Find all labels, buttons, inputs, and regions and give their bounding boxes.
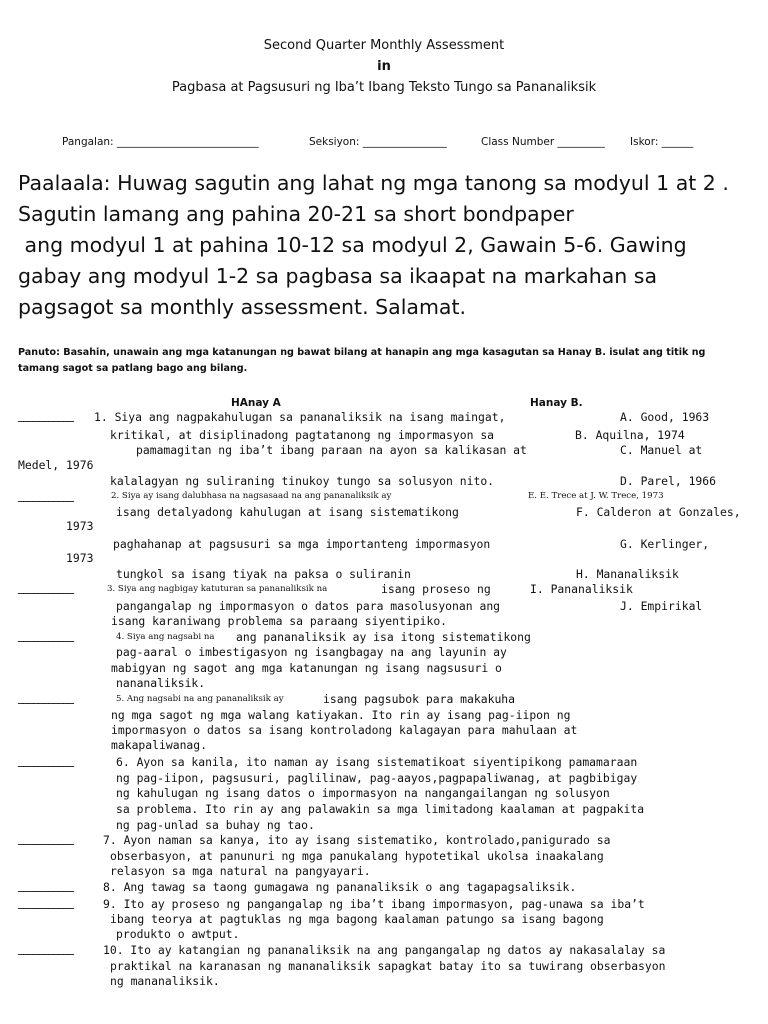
item-1-text: kalalagyan ng suliraning tinukoy tungo sa solusyon nito. (110, 474, 495, 488)
item-10-text: 10. Ito ay katangian ng pananaliksik na ang pangangalap ng datos ay nakasalalay sa (103, 943, 666, 957)
choice-f: F. Calderon at Gonzales, (576, 505, 741, 519)
item-3-text: 3. Siya ang nagbigay katuturan sa pananaliksik na (107, 584, 328, 594)
section-field: Seksiyon: ________________ (309, 136, 447, 148)
choice-g: G. Kerlinger, (620, 537, 710, 551)
item-9-text: 9. Ito ay proseso ng pangangalap ng iba’t ibang impormasyon, pag-unawa sa iba’t (103, 897, 645, 911)
answer-blank: ___________ (18, 408, 73, 422)
answer-blank: ___________ (18, 831, 73, 845)
answer-blank: ___________ (18, 878, 73, 892)
item-1-text: 1. Siya ang nagpakahulugan sa pananaliksik na isang maingat, (94, 410, 506, 424)
item-6-text: 6. Ayon sa kanila, ito naman ay isang sistematikoat siyentipikong pamamaraan (116, 755, 638, 769)
notice-line: Paalaala: Huwag sagutin ang lahat ng mga tanong sa modyul 1 at 2 . (18, 171, 729, 195)
choice-c: C. Manuel at (620, 443, 703, 457)
choice-f-cont: 1973 (66, 519, 94, 533)
notice-line: ang modyul 1 at pahina 10-12 sa modyul 2, Gawain 5-6. Gawing (18, 233, 687, 257)
choice-h: H. Mananaliksik (576, 567, 679, 581)
item-2-text: tungkol sa isang tiyak na paksa o suliranin (116, 567, 411, 581)
item-8-text: 8. Ang tawag sa taong gumagawa ng pananaliksik o ang tagapagsaliksik. (103, 880, 577, 894)
item-4-text: 4. Siya ang nagsabi na (116, 632, 215, 642)
document-in: in (377, 59, 391, 74)
choice-c-cont: Medel, 1976 (18, 458, 94, 472)
item-5-text: isang pagsubok para makakuha (323, 692, 516, 706)
answer-blank: ___________ (18, 488, 73, 502)
item-5-text: makapaliwanag. (111, 738, 208, 752)
answer-blank: ___________ (18, 628, 73, 642)
document-title: Second Quarter Monthly Assessment (263, 38, 505, 53)
item-9-text: produkto o awtput. (116, 927, 240, 941)
item-10-text: ng mananaliksik. (110, 974, 220, 988)
item-2-text: paghahanap at pagsusuri sa mga importanteng impormasyon (113, 537, 491, 551)
notice-line: pagsagot sa monthly assessment. Salamat. (18, 295, 467, 319)
instructions-line: Panuto: Basahin, unawain ang mga katanungan ng bawat bilang at hanapin ang mga kasagutan sa Hanay B. isulat ang titik ng (18, 347, 706, 358)
score-field: Iskor: ______ (630, 136, 694, 148)
choice-a: A. Good, 1963 (620, 410, 710, 424)
answer-blank: ___________ (18, 690, 73, 704)
answer-blank: ___________ (18, 895, 73, 909)
item-10-text: praktikal na karanasan ng mananaliksik sapagkat batay ito sa tuwirang obserbasyon (110, 959, 666, 973)
answer-blank: ___________ (18, 941, 73, 955)
choice-j: J. Empirikal (620, 599, 703, 613)
item-7-text: 7. Ayon naman sa kanya, ito ay isang sistematiko, kontrolado,panigurado sa (103, 833, 611, 847)
column-b-heading: Hanay B. (530, 397, 583, 409)
answer-blank: ___________ (18, 753, 73, 767)
choice-d: D. Parel, 1966 (620, 474, 717, 488)
name-field: Pangalan: ___________________________ (62, 136, 259, 148)
item-4-text: ang pananaliksik ay isa itong sistematikong (236, 630, 531, 644)
item-6-text: ng pag-unlad sa buhay ng tao. (116, 818, 315, 832)
item-4-text: nananaliksik. (116, 676, 206, 690)
item-3-text: isang proseso ng (381, 582, 491, 596)
item-5-text: impormasyon o datos sa isang kontroladong kalagayan para mahulaan at (111, 723, 578, 737)
item-6-text: ng pag-iipon, pagsusuri, paglilinaw, pag-aayos,pagpapaliwanag, at pagbibigay (116, 771, 638, 785)
item-9-text: ibang teorya at pagtuklas ng mga bagong kaalaman patungo sa isang bagong (110, 912, 604, 926)
class-number-field: Class Number _________ (481, 136, 605, 148)
item-5-text: ng mga sagot ng mga walang katiyakan. Ito rin ay isang pag-iipon ng (111, 708, 571, 722)
choice-e: E. E. Trece at J. W. Trece, 1973 (528, 491, 664, 501)
item-3-text: pangangalap ng impormasyon o datos para masolusyonan ang (116, 599, 501, 613)
item-4-text: mabigyan ng sagot ang mga katanungan ng isang nagsusuri o (111, 661, 502, 675)
instructions-line: tamang sagot sa patlang bago ang bilang. (18, 363, 248, 374)
item-6-text: ng kahulugan ng isang datos o impormasyon na nangangailangan ng solusyon (116, 786, 610, 800)
item-1-text: kritikal, at disiplinadong pagtatanong ng impormasyon sa (110, 428, 495, 442)
answer-blank: ___________ (18, 580, 73, 594)
item-2-text: isang detalyadong kahulugan at isang sistematikong (116, 505, 459, 519)
choice-i: I. Pananaliksik (530, 582, 633, 596)
item-6-text: sa problema. Ito rin ay ang palawakin sa mga limitadong kaalaman at pagpakita (116, 802, 645, 816)
item-7-text: relasyon sa mga natural na pangyayari. (110, 864, 371, 878)
item-5-text: 5. Ang nagsabi na ang pananaliksik ay (116, 694, 284, 704)
choice-b: B. Aquilna, 1974 (575, 428, 685, 442)
choice-g-cont: 1973 (66, 551, 94, 565)
document-subject: Pagbasa at Pagsusuri ng Iba’t Ibang Teksto Tungo sa Pananaliksik (171, 80, 597, 95)
item-3-text: isang karaniwang problema sa paraang siyentipiko. (111, 614, 448, 628)
item-4-text: pag-aaral o imbestigasyon ng isangbagay na ang layunin ay (116, 645, 507, 659)
item-1-text: pamamagitan ng iba’t ibang paraan na ayon sa kalikasan at (136, 443, 527, 457)
notice-line: gabay ang modyul 1-2 sa pagbasa sa ikaapat na markahan sa (18, 264, 658, 288)
item-7-text: obserbasyon, at panunuri ng mga panukalang hypotetikal ukolsa inaakalang (110, 849, 604, 863)
notice-line: Sagutin lamang ang pahina 20-21 sa short bondpaper (18, 202, 574, 226)
item-2-text: 2. Siya ay isang dalubhasa na nagsasaad na ang pananaliksik ay (111, 491, 392, 501)
column-a-heading: HAnay A (231, 397, 281, 409)
